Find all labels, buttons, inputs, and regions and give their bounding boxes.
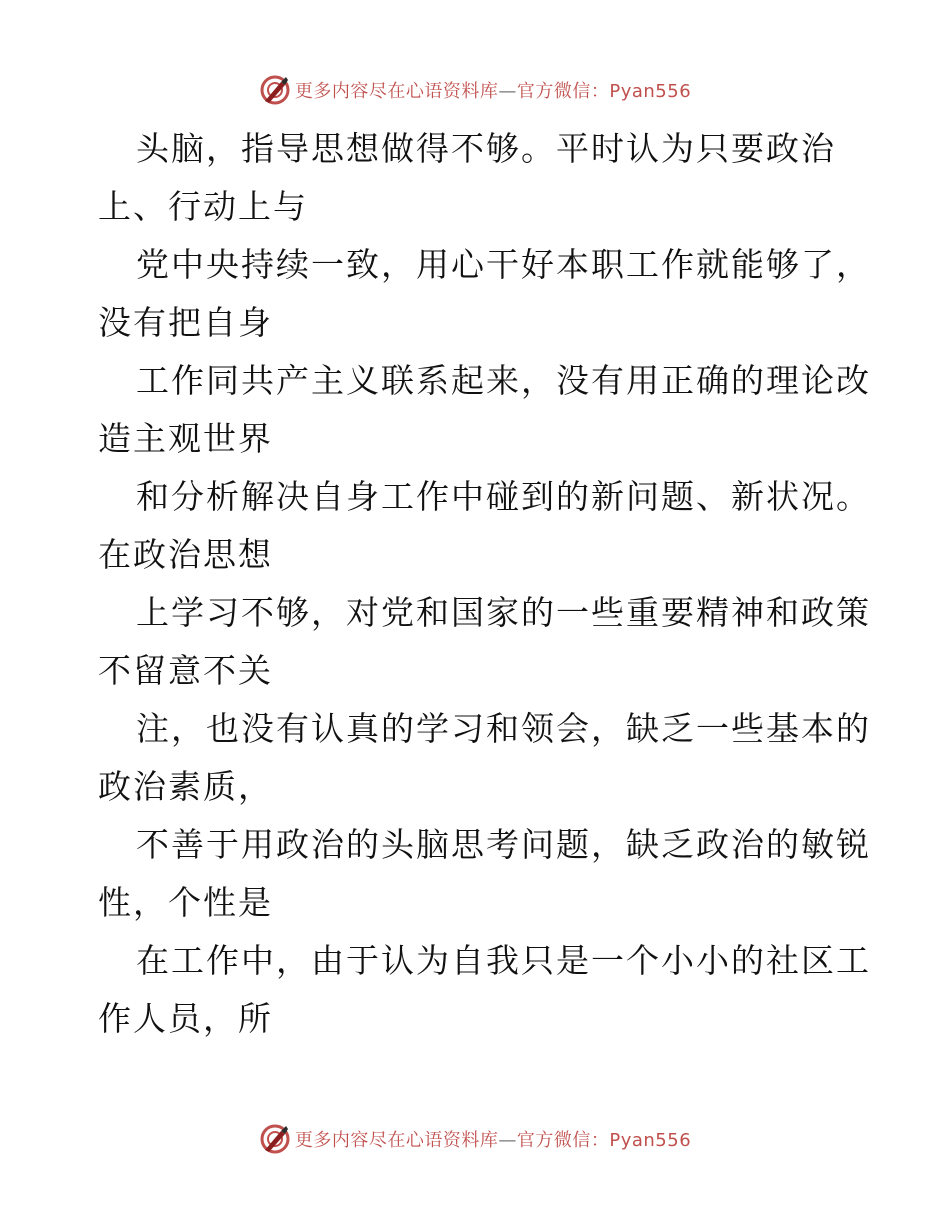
watermark-text [295,77,691,103]
paragraph-line: 党中央持续一致，用心干好本职工作就能够了， [136,245,871,284]
watermark-brand: 更多内容尽在心语资料库 [294,1130,499,1151]
document-body [98,120,871,1048]
paragraph-continuation: 作人员，所 [98,999,273,1038]
paragraph-continuation: 没有把自身 [98,303,273,342]
watermark-suffix: 官方微信：Pyan556 [516,81,692,102]
paragraph-continuation: 在政治思想 [98,535,273,574]
watermark-separator: — [498,81,517,102]
footer-watermark [0,1119,950,1159]
paragraph-continuation: 政治素质， [98,767,273,806]
watermark-text [295,1126,691,1152]
paragraph-continuation: 上、行动上与 [98,187,308,226]
paragraph-line: 和分析解决自身工作中碰到的新问题、新状况。 [136,477,871,516]
paragraph-line: 上学习不够，对党和国家的一些重要精神和政策 [136,593,871,632]
brush-logo-icon [259,1123,291,1155]
brush-logo-icon [259,74,291,106]
watermark-brand: 更多内容尽在心语资料库 [294,81,499,102]
header-watermark [0,70,950,110]
paragraph-line: 头脑，指导思想做得不够。平时认为只要政治 [136,129,836,168]
paragraph-line: 不善于用政治的头脑思考问题，缺乏政治的敏锐 [136,825,871,864]
paragraph-continuation: 性，个性是 [98,883,273,922]
paragraph-continuation: 造主观世界 [98,419,273,458]
paragraph-continuation: 不留意不关 [98,651,273,690]
watermark-separator: — [498,1130,517,1151]
watermark-suffix: 官方微信：Pyan556 [516,1130,692,1151]
paragraph-line: 注，也没有认真的学习和领会，缺乏一些基本的 [136,709,871,748]
paragraph-line: 工作同共产主义联系起来，没有用正确的理论改 [136,361,871,400]
paragraph-line: 在工作中，由于认为自我只是一个小小的社区工 [136,941,871,980]
